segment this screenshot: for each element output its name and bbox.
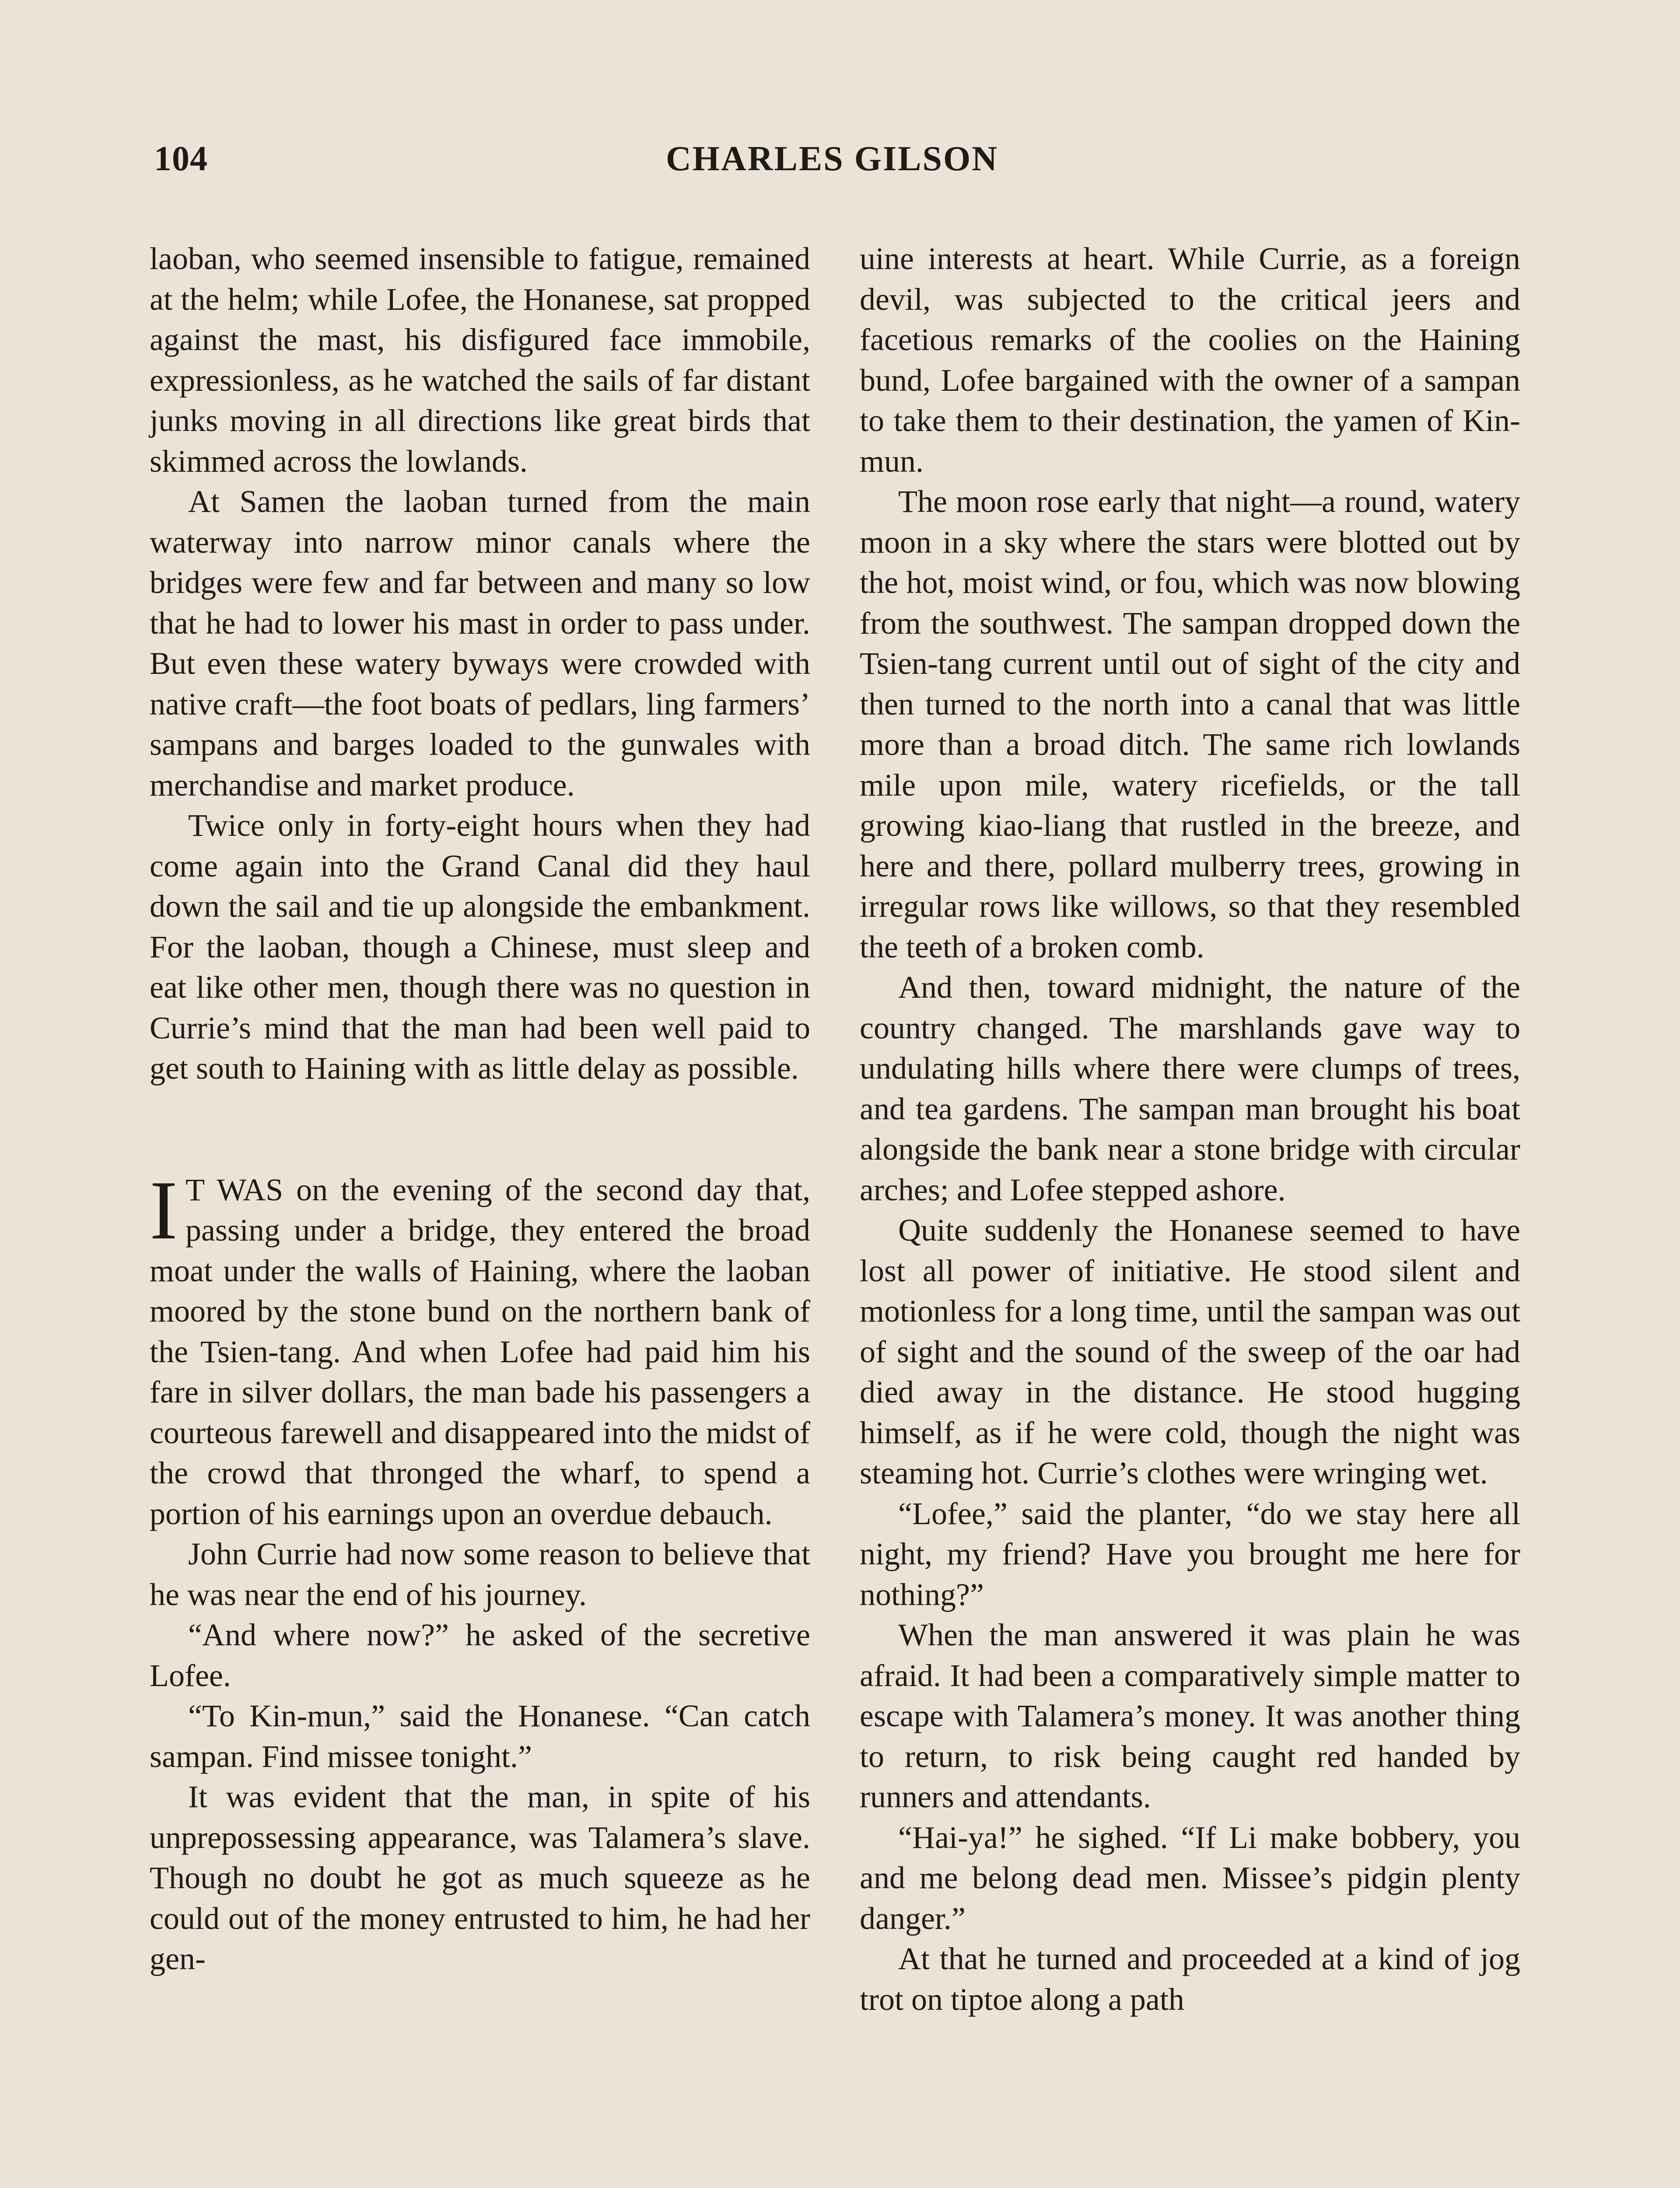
- paragraph: Twice only in forty-eight hours when they had come again into the Grand Canal did they haul down the sail and tie up alongside the embankment. For the laoban, though a Chinese, must sleep and eat like other men, though there was no question in Currie’s mind that the man had been well paid to get south to Haining with as little delay as possible.: [150, 808, 810, 1086]
- section-opening-paragraph: [150, 1163, 810, 1534]
- paragraph: The moon rose early that night—a round, watery moon in a sky where the stars were blotted out by the hot, moist wind, or fou, which was now blowing from the southwest. The sampan dropped down the Tsien-tang current until out of sight of the city and then turned to the north into a canal that was little more than a broad ditch. The same rich lowlands mile upon mile, watery ricefields, or the tall growing kiao-liang that rustled in the breeze, and here and there, pollard mulberry trees, growing in irregular rows like willows, so that they resembled the teeth of a broken comb.: [860, 484, 1520, 964]
- running-head: [154, 139, 1510, 187]
- paragraph: At Samen the laoban turned from the main waterway into narrow minor canals where the bridges were few and far between and many so low that he had to lower his mast in order to pass under. But even these watery byways were crowded with native craft—the foot boats of pedlars, ling farmers’ sampans and barges loaded to the gunwales with merchandise and market produce.: [150, 484, 810, 803]
- section-opening-text: T WAS on the evening of the second day that, passing under a bridge, they entered the broad moat under the walls of Haining, where the laoban moored by the stone bund on the northern bank of the Tsien-tang. And when Lofee had paid him his fare in silver dollars, the man bade his passengers a courteous farewell and disappeared into the midst of the crowd that thronged the wharf, to spend a portion of his earnings upon an overdue debauch.: [150, 1172, 810, 1531]
- paragraph: uine interests at heart. While Currie, as a foreign devil, was subjected to the critical jeers and facetious remarks of the coolies on the Haining bund, Lofee bargained with the owner of a sampan to take them to their destination, the yamen of Kin-mun.: [860, 241, 1520, 479]
- paragraph: “To Kin-mun,” said the Honanese. “Can catch sampan. Find missee tonight.”: [150, 1698, 810, 1774]
- paragraph: When the man answered it was plain he was afraid. It had been a comparatively simple matter to escape with Talamera’s money. It was another thing to return, to risk being caught red handed by runners and attendants.: [860, 1617, 1520, 1814]
- paragraph: “Lofee,” said the planter, “do we stay here all night, my friend? Have you brought me here for nothing?”: [860, 1496, 1520, 1612]
- running-title: CHARLES GILSON: [666, 140, 998, 178]
- paragraph: At that he turned and proceeded at a kind of jog trot on tiptoe along a path: [860, 1941, 1520, 2017]
- right-column: [860, 238, 1520, 2020]
- page-number: 104: [154, 140, 208, 178]
- paragraph: “And where now?” he asked of the secretive Lofee.: [150, 1617, 810, 1693]
- paragraph: “Hai-ya!” he sighed. “If Li make bobbery, you and me belong dead men. Missee’s pidgin plenty danger.”: [860, 1820, 1520, 1936]
- drop-cap: I: [150, 1163, 178, 1257]
- paragraph: It was evident that the man, in spite of his unprepossessing appearance, was Talamera’s slave. Though no doubt he got as much squeeze as he could out of the money entrusted to him, he had her gen-: [150, 1779, 810, 1976]
- paragraph: laoban, who seemed insensible to fatigue, remained at the helm; while Lofee, the Honanese, sat propped against the mast, his disfigured face immobile, expressionless, as he watched the sails of far distant junks moving in all directions like great birds that skimmed across the lowlands.: [150, 241, 810, 479]
- paragraph: John Currie had now some reason to believe that he was near the end of his journey.: [150, 1536, 810, 1612]
- paragraph: Quite suddenly the Honanese seemed to have lost all power of initiative. He stood silent and motionless for a long time, until the sampan was out of sight and the sound of the sweep of the oar had died away in the distance. He stood hugging himself, as if he were cold, though the night was steaming hot. Currie’s clothes were wringing wet.: [860, 1213, 1520, 1490]
- left-column: [150, 238, 810, 1979]
- paragraph: And then, toward midnight, the nature of the country changed. The marshlands gave way to undulating hills where there were clumps of trees, and tea gardens. The sampan man brought his boat alongside the bank near a stone bridge with circular arches; and Lofee stepped ashore.: [860, 970, 1520, 1207]
